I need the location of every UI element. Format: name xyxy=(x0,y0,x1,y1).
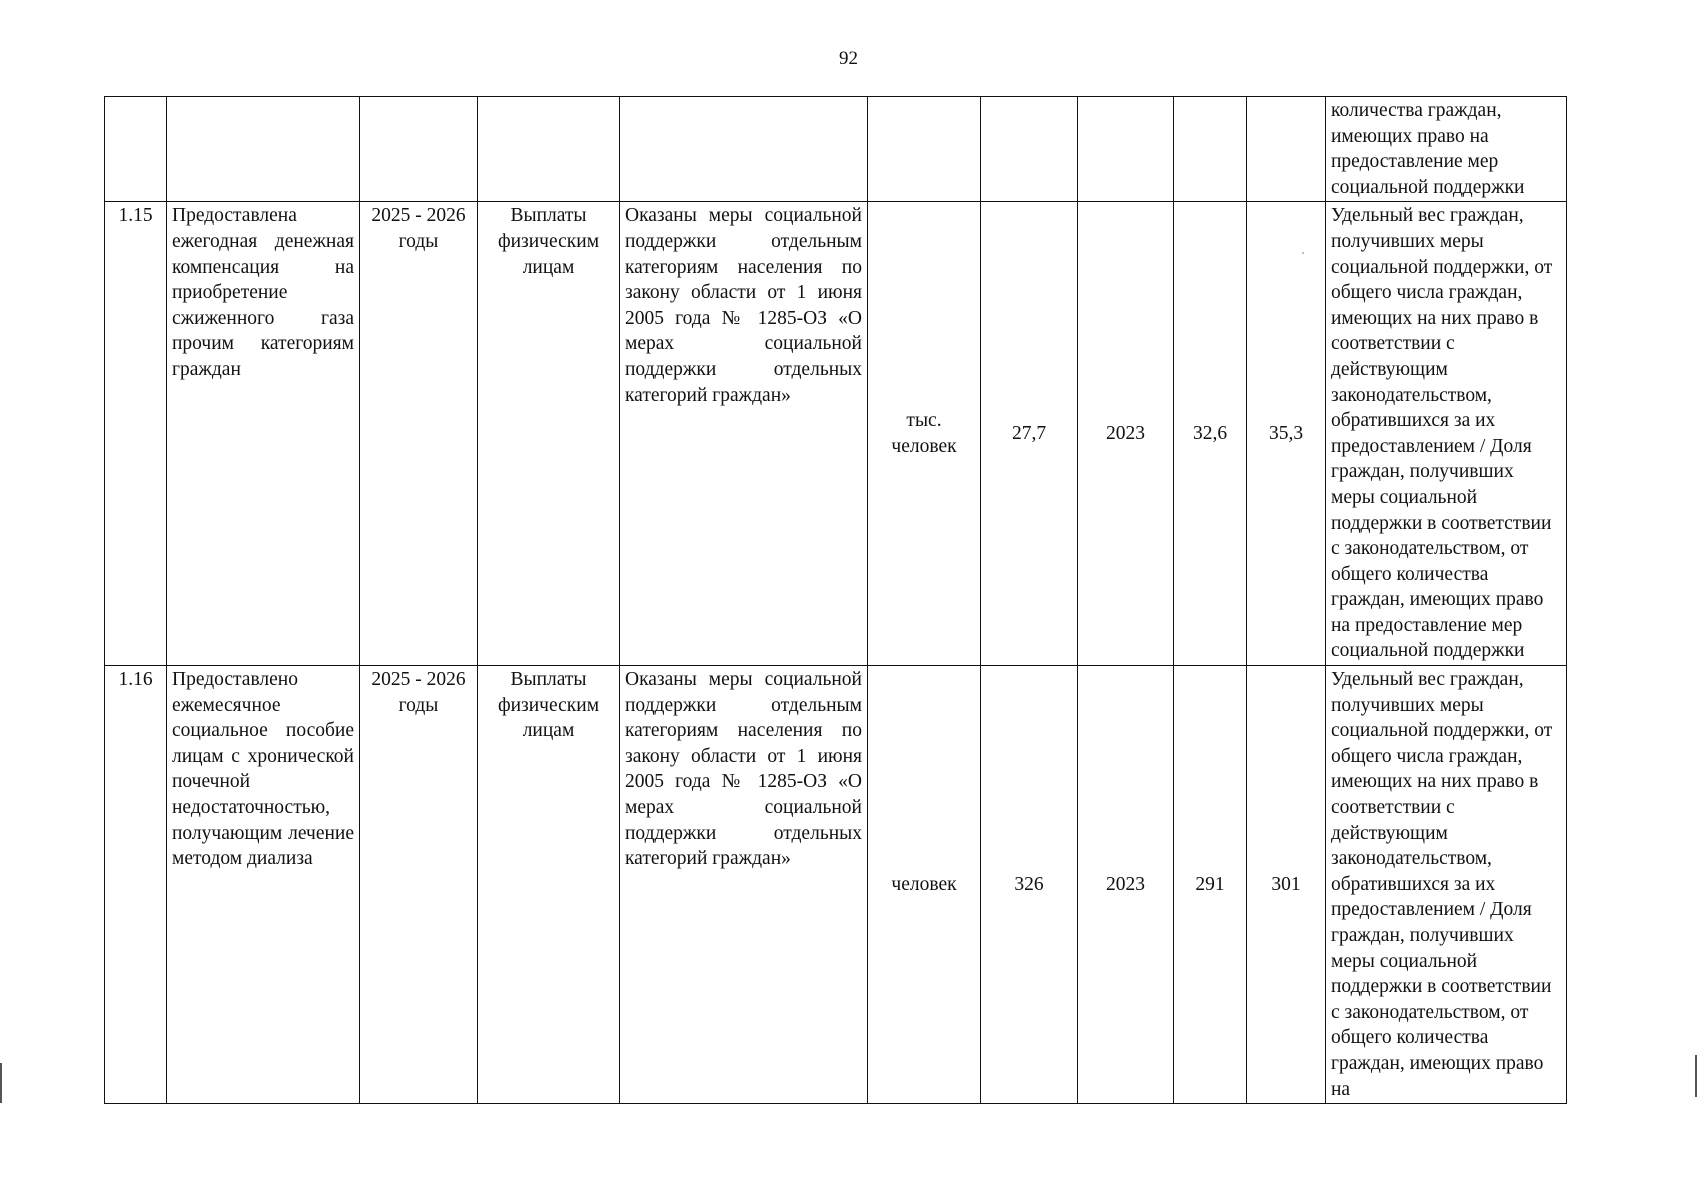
cell-unit: человек xyxy=(868,666,981,1104)
cell-value-2025: 32,6 xyxy=(1174,202,1247,666)
cell-value-2026 xyxy=(1247,97,1326,202)
cell-value-2025 xyxy=(1174,97,1247,202)
cell-result: Оказаны меры социальной поддержки отдельным категориям населения по закону области от 1 июня 2005 года № 1285-ОЗ «О мерах социальной поддержки отдельных категорий граждан» xyxy=(620,202,868,666)
table-row-continuation xyxy=(105,97,1567,202)
cell-name xyxy=(167,97,360,202)
cell-value-2026: 35,3 xyxy=(1247,202,1326,666)
cell-base-year xyxy=(1078,97,1174,202)
cell-period: 2025 - 2026 годы xyxy=(360,666,478,1104)
cell-base-value: 27,7 xyxy=(981,202,1078,666)
cell-type: Выплаты физическим лицам xyxy=(478,666,620,1104)
cell-indicator: Удельный вес граждан, получивших меры социальной поддержки, от общего числа граждан, имеющих на них право в соответствии с действующим законодательством, обратившихся за их предоставлением / Доля граждан, получивших меры социальной поддержки в соответствии с законодательством, от общего количества граждан, имеющих право на предоставление мер социальной поддержки xyxy=(1326,202,1567,666)
cell-num: 1.15 xyxy=(105,202,167,666)
cell-base-value: 326 xyxy=(981,666,1078,1104)
cell-name: Предоставлено ежемесячное социальное пособие лицам с хронической почечной недостаточностью, получающим лечение методом диализа xyxy=(167,666,360,1104)
cell-result xyxy=(620,97,868,202)
cell-unit xyxy=(868,97,981,202)
cell-period: 2025 - 2026 годы xyxy=(360,202,478,666)
cell-num: 1.16 xyxy=(105,666,167,1104)
cell-value-2025: 291 xyxy=(1174,666,1247,1104)
cell-result: Оказаны меры социальной поддержки отдельным категориям населения по закону области от 1 июня 2005 года № 1285-ОЗ «О мерах социальной поддержки отдельных категорий граждан» xyxy=(620,666,868,1104)
cell-period xyxy=(360,97,478,202)
cell-name: Предоставлена ежегодная денежная компенсация на приобретение сжиженного газа прочим категориям граждан xyxy=(167,202,360,666)
table-row xyxy=(105,666,1567,1104)
cell-base-year: 2023 xyxy=(1078,202,1174,666)
cell-type xyxy=(478,97,620,202)
page-number: 92 xyxy=(839,48,858,69)
cell-value-2026: 301 xyxy=(1247,666,1326,1104)
scan-speck xyxy=(1302,252,1304,254)
cell-base-year: 2023 xyxy=(1078,666,1174,1104)
cell-unit: тыс. человек xyxy=(868,202,981,666)
cell-base-value xyxy=(981,97,1078,202)
table-row xyxy=(105,202,1567,666)
scan-edge-mark-left xyxy=(0,1063,2,1103)
measures-table xyxy=(104,96,1567,1104)
cell-type: Выплаты физическим лицам xyxy=(478,202,620,666)
cell-num xyxy=(105,97,167,202)
cell-indicator: Удельный вес граждан, получивших меры социальной поддержки, от общего числа граждан, имеющих на них право в соответствии с действующим законодательством, обратившихся за их предоставлением / Доля граждан, получивших меры социальной поддержки в соответствии с законодательством, от общего количества граждан, имеющих право на xyxy=(1326,666,1567,1104)
cell-indicator: количества граждан, имеющих право на предоставление мер социальной поддержки xyxy=(1326,97,1567,202)
